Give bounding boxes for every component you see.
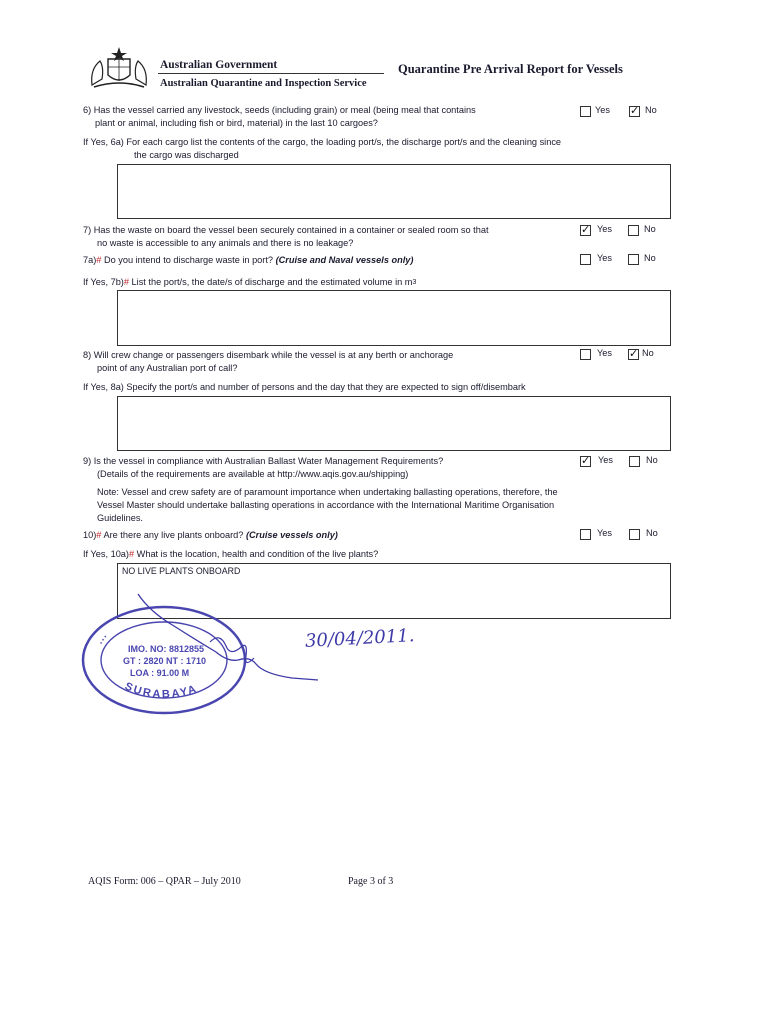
document-title: Quarantine Pre Arrival Report for Vessels bbox=[398, 62, 623, 76]
q8a-text: If Yes, 8a) Specify the port/s and number of persons and the day that they are expected to sign off/disembark bbox=[83, 382, 526, 392]
q8a-answer-field[interactable] bbox=[117, 396, 671, 451]
q7-text-line1: 7) Has the waste on board the vessel been securely contained in a container or sealed room so that bbox=[83, 225, 489, 235]
q10-yes-checkbox[interactable] bbox=[580, 529, 591, 540]
q6a-text-line1: If Yes, 6a) For each cargo list the contents of the cargo, the loading port/s, the discharge port/s and the cleaning since bbox=[83, 137, 562, 147]
stamp-top-text: ... bbox=[94, 630, 110, 646]
q9-note-line3: Guidelines. bbox=[97, 513, 143, 523]
q6a-text-line2: the cargo was discharged bbox=[134, 150, 239, 160]
q10-prefix: 10) bbox=[83, 530, 97, 540]
stamp-city: SURABAYA bbox=[122, 680, 200, 701]
q10-text bbox=[83, 529, 338, 542]
q10a-text bbox=[83, 548, 378, 561]
q9-note-line1: Note: Vessel and crew safety are of paramount importance when undertaking ballasting operations, therefore, the bbox=[97, 487, 558, 497]
q7b-text bbox=[83, 276, 416, 289]
q8-no-label: No bbox=[642, 348, 654, 358]
q9-no-checkbox[interactable] bbox=[629, 456, 640, 467]
q9-text-line2: (Details of the requirements are available at http://www.aqis.gov.au/shipping) bbox=[97, 469, 409, 479]
q7a-prefix: 7a) bbox=[83, 255, 97, 265]
q9-note-line2: Vessel Master should undertake ballasting operations in accordance with the International Maritime Organisation bbox=[97, 500, 555, 510]
q10a-question: What is the location, health and condition of the live plants? bbox=[134, 549, 379, 559]
q8-yes-checkbox[interactable] bbox=[580, 349, 591, 360]
q7a-marker: # bbox=[96, 255, 102, 265]
page-number: Page 3 of 3 bbox=[348, 876, 394, 887]
q6a-answer-field[interactable] bbox=[117, 164, 671, 219]
q6-no-label: No bbox=[645, 105, 657, 115]
q7-yes-checkbox[interactable] bbox=[580, 225, 591, 236]
q7b-answer-field[interactable] bbox=[117, 290, 671, 346]
svg-text:SURABAYA bbox=[123, 680, 200, 700]
q7-text-line2: no waste is accessible to any animals and there is no leakage? bbox=[97, 238, 354, 248]
q7b-question: List the port/s, the date/s of discharge and the estimated volume in m bbox=[129, 277, 413, 287]
q7-no-label: No bbox=[644, 224, 656, 234]
q7a-emphasis: (Cruise and Naval vessels only) bbox=[275, 255, 414, 265]
q7a-yes-checkbox[interactable] bbox=[580, 254, 591, 265]
q10a-answer-text: NO LIVE PLANTS ONBOARD bbox=[122, 566, 241, 576]
stamp-imo: IMO. NO: 8812855 bbox=[128, 644, 205, 654]
q7b-unit-sup: 3 bbox=[412, 279, 417, 286]
q10-no-checkbox[interactable] bbox=[629, 529, 640, 540]
q8-text-line1: 8) Will crew change or passengers disembark while the vessel is at any berth or anchorage bbox=[83, 350, 454, 360]
q7a-no-label: No bbox=[644, 253, 656, 263]
header-divider bbox=[158, 73, 384, 74]
q7a-text bbox=[83, 254, 413, 267]
q9-no-label: No bbox=[646, 455, 658, 465]
signature-date: 30/04/2011. bbox=[304, 625, 415, 652]
government-title: Australian Government bbox=[160, 59, 278, 71]
agency-name: Australian Quarantine and Inspection Service bbox=[160, 78, 367, 89]
q8-text-line2: point of any Australian port of call? bbox=[97, 363, 238, 373]
q10-marker: # bbox=[96, 530, 102, 540]
q10-emphasis: (Cruise vessels only) bbox=[245, 530, 338, 540]
q6-text-line2: plant or animal, including fish or bird, material) in the last 10 cargoes? bbox=[95, 118, 378, 128]
q7a-question: Do you intend to discharge waste in port? bbox=[101, 255, 276, 265]
q6-yes-label: Yes bbox=[595, 105, 610, 115]
q6-text-line1: 6) Has the vessel carried any livestock, seeds (including grain) or meal (being meal that contains bbox=[83, 105, 476, 115]
q10-question: Are there any live plants onboard? bbox=[101, 530, 246, 540]
stamp-loa: LOA : 91.00 M bbox=[130, 668, 190, 678]
q9-yes-label: Yes bbox=[598, 455, 613, 465]
q9-text-line1: 9) Is the vessel in compliance with Australian Ballast Water Management Requirements? bbox=[83, 456, 444, 466]
coat-of-arms-icon bbox=[86, 45, 152, 91]
q6-yes-checkbox[interactable] bbox=[580, 106, 591, 117]
q6-no-checkbox[interactable] bbox=[629, 106, 640, 117]
q7b-marker: # bbox=[123, 277, 129, 287]
ship-stamp bbox=[78, 592, 328, 718]
q8-yes-label: Yes bbox=[597, 348, 612, 358]
q7b-prefix: If Yes, 7b) bbox=[83, 277, 124, 287]
q7-yes-label: Yes bbox=[597, 224, 612, 234]
q9-yes-checkbox[interactable] bbox=[580, 456, 591, 467]
q7a-no-checkbox[interactable] bbox=[628, 254, 639, 265]
q7-no-checkbox[interactable] bbox=[628, 225, 639, 236]
q10-no-label: No bbox=[646, 528, 658, 538]
q10a-marker: # bbox=[128, 549, 135, 559]
q7a-yes-label: Yes bbox=[597, 253, 612, 263]
q10a-prefix: If Yes, 10a) bbox=[83, 549, 129, 559]
form-id: AQIS Form: 006 – QPAR – July 2010 bbox=[88, 876, 241, 887]
stamp-tonnage: GT : 2820 NT : 1710 bbox=[123, 656, 207, 666]
q8-no-checkbox[interactable] bbox=[628, 349, 639, 360]
q10-yes-label: Yes bbox=[597, 528, 612, 538]
